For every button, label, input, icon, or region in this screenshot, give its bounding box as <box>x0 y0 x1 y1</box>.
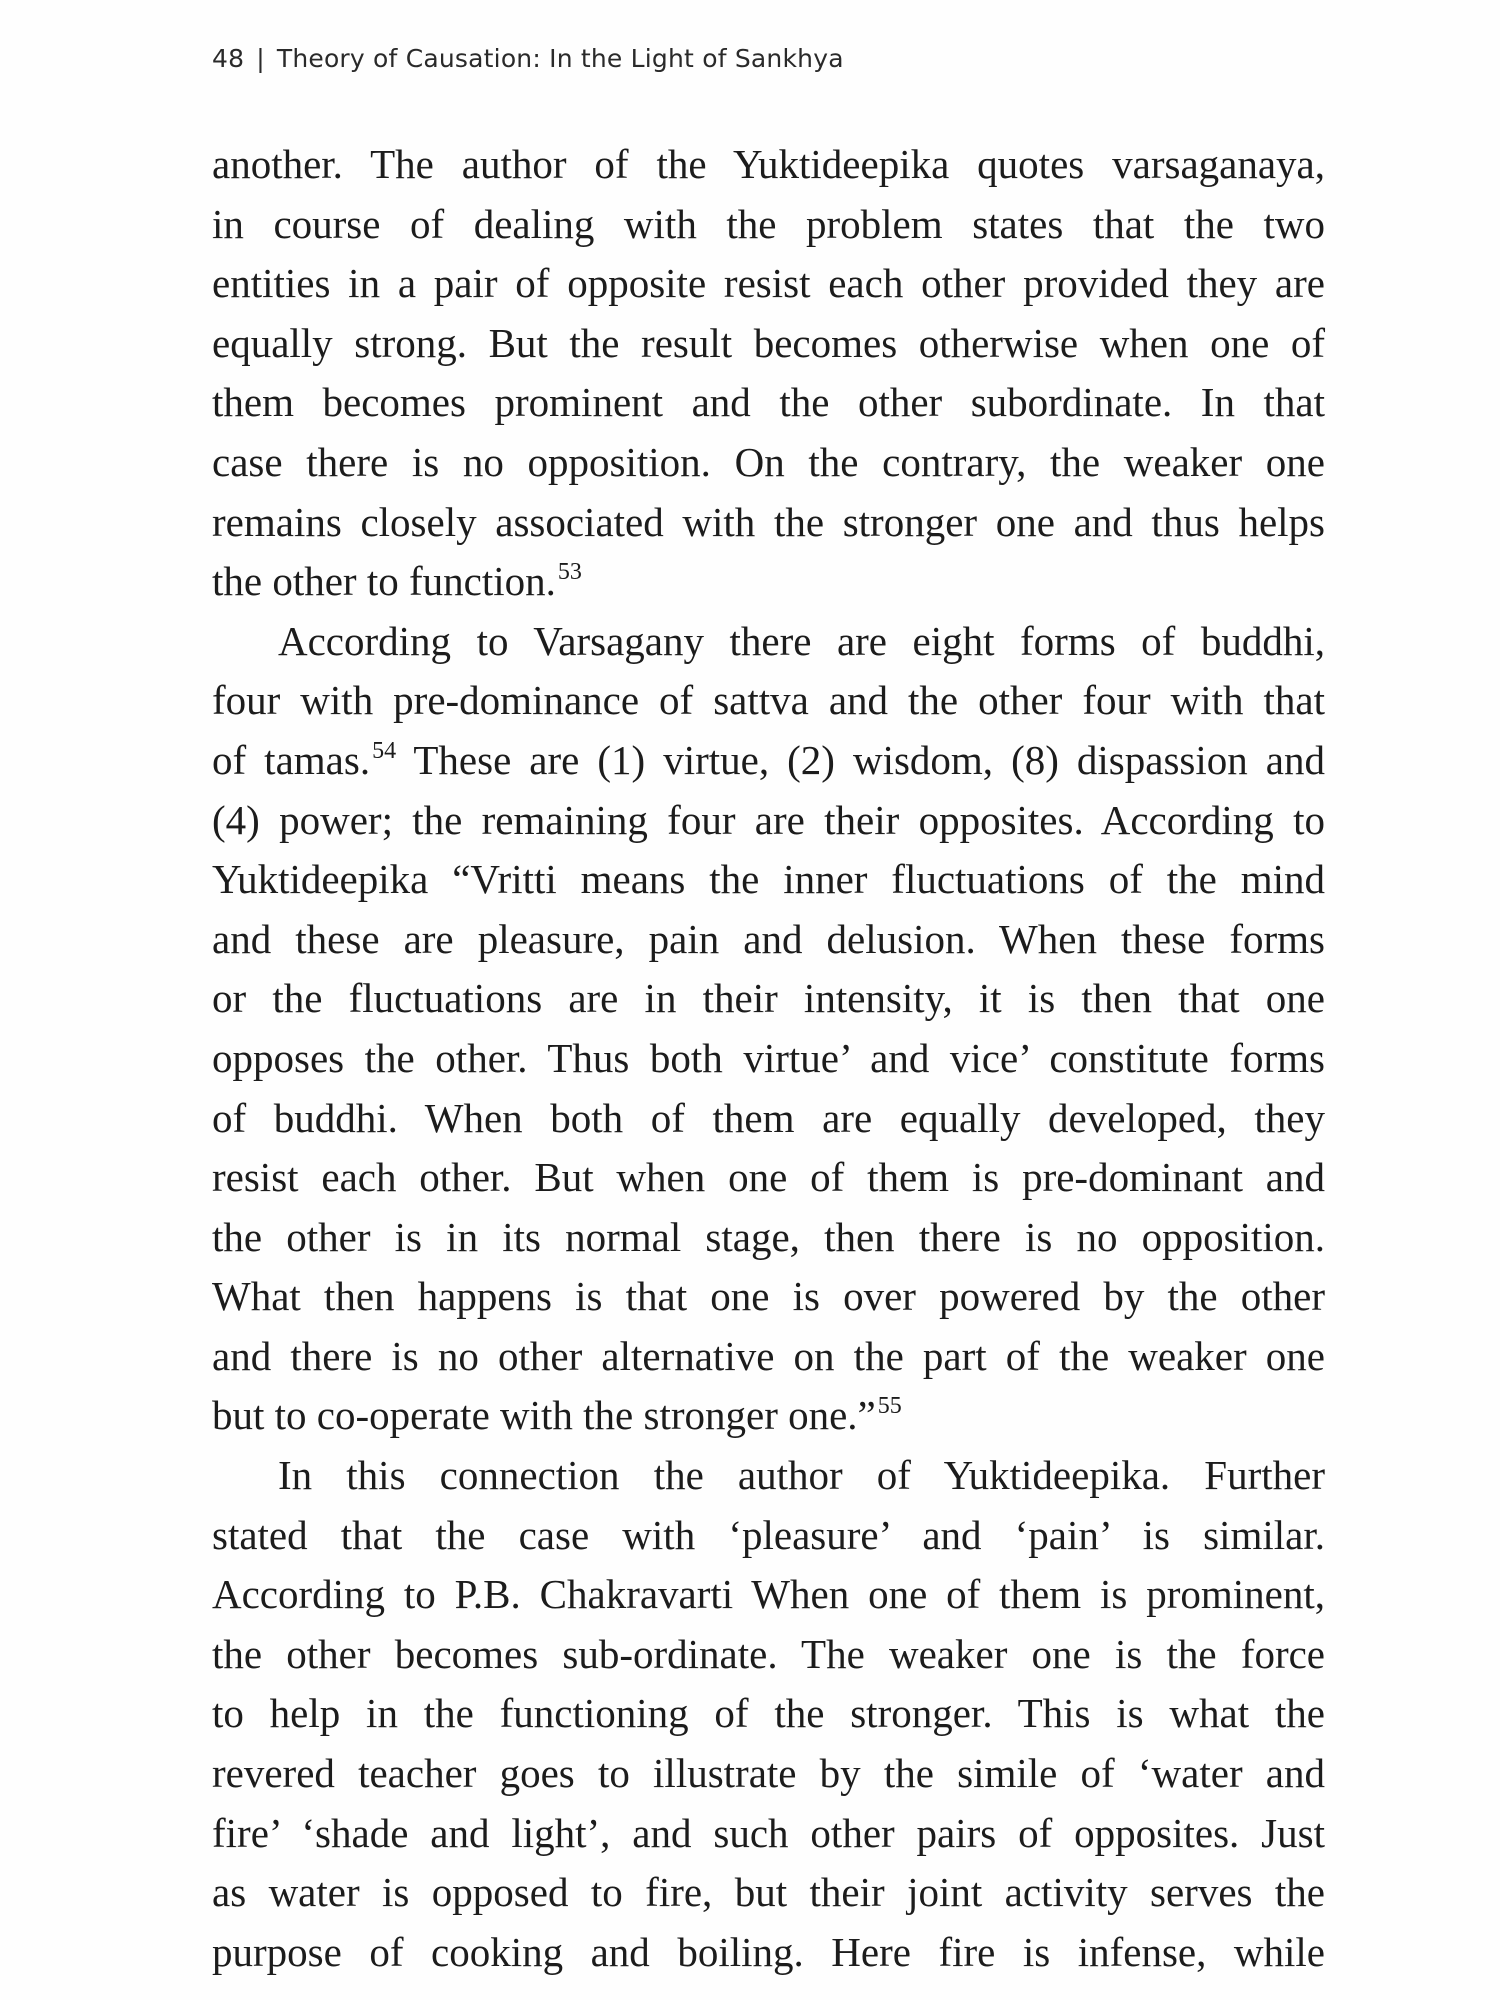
text-line: Yuktideepika “Vritti means the inner fluctuations of the mind <box>212 856 1325 903</box>
text-line: case there is no opposition. On the contrary, the weaker one <box>212 438 1325 485</box>
text-line <box>212 731 1325 791</box>
page-number: 48 <box>212 44 245 73</box>
paragraph <box>212 135 1325 612</box>
text-line: According to Varsagany there are eight forms of buddhi, <box>278 617 1325 664</box>
text-line: revered teacher goes to illustrate by the simile of ‘water and <box>212 1750 1325 1797</box>
text-line: opposes the other. Thus both virtue’ and vice’ constitute forms <box>212 1034 1325 1081</box>
text-line: According to P.B. Chakravarti When one of them is prominent, <box>212 1571 1325 1618</box>
text-line: entities in a pair of opposite resist each other provided they are <box>212 260 1325 307</box>
text-line: of buddhi. When both of them are equally developed, they <box>212 1094 1325 1141</box>
text-line: (4) power; the remaining four are their opposites. According to <box>212 796 1325 843</box>
text-line: purpose of cooking and boiling. Here fire is infense, while <box>212 1928 1325 1975</box>
footnote-reference[interactable]: 54 <box>372 737 397 764</box>
text-line: and these are pleasure, pain and delusion. When these forms <box>212 915 1325 962</box>
text-line: the other becomes sub-ordinate. The weaker one is the force <box>212 1630 1325 1677</box>
text-line: stated that the case with ‘pleasure’ and ‘pain’ is similar. <box>212 1511 1325 1558</box>
text-line: and there is no other alternative on the part of the weaker one <box>212 1332 1325 1379</box>
text-line: in course of dealing with the problem states that the two <box>212 200 1325 247</box>
text-line: remains closely associated with the stronger one and thus helps <box>212 498 1325 545</box>
footnote-reference[interactable]: 53 <box>557 559 582 586</box>
text-line <box>212 552 1325 612</box>
body-text <box>212 135 1325 1982</box>
footnote-reference[interactable]: 55 <box>877 1393 902 1420</box>
text-line: four with pre-dominance of sattva and the other four with that <box>212 677 1325 724</box>
text-line: fire’ ‘shade and light’, and such other pairs of opposites. Just <box>212 1809 1325 1856</box>
text-line: equally strong. But the result becomes otherwise when one of <box>212 319 1325 366</box>
running-head <box>212 44 844 73</box>
text-line: resist each other. But when one of them is pre-dominant and <box>212 1154 1325 1201</box>
text-line: In this connection the author of Yuktideepika. Further <box>278 1452 1325 1499</box>
text-line: to help in the functioning of the stronger. This is what the <box>212 1690 1325 1737</box>
text-fragment: but to co-operate with the stronger one.” <box>212 1392 876 1439</box>
text-fragment: of tamas. <box>212 736 371 783</box>
book-title: Theory of Causation: In the Light of Sankhya <box>276 44 844 73</box>
text-line: or the fluctuations are in their intensity, it is then that one <box>212 975 1325 1022</box>
text-line: them becomes prominent and the other subordinate. In that <box>212 379 1325 426</box>
text-line: the other is in its normal stage, then there is no opposition. <box>212 1213 1325 1260</box>
text-line: as water is opposed to fire, but their joint activity serves the <box>212 1869 1325 1916</box>
text-line <box>212 1386 1325 1446</box>
text-fragment: These are (1) virtue, (2) wisdom, (8) dispassion and <box>396 736 1325 783</box>
paragraph <box>212 1446 1325 1982</box>
text-line: another. The author of the Yuktideepika quotes varsaganaya, <box>212 141 1325 187</box>
header-separator: | <box>256 44 265 73</box>
text-fragment: the other to function. <box>212 558 556 605</box>
paragraph <box>212 612 1325 1446</box>
text-line: What then happens is that one is over powered by the other <box>212 1273 1325 1320</box>
